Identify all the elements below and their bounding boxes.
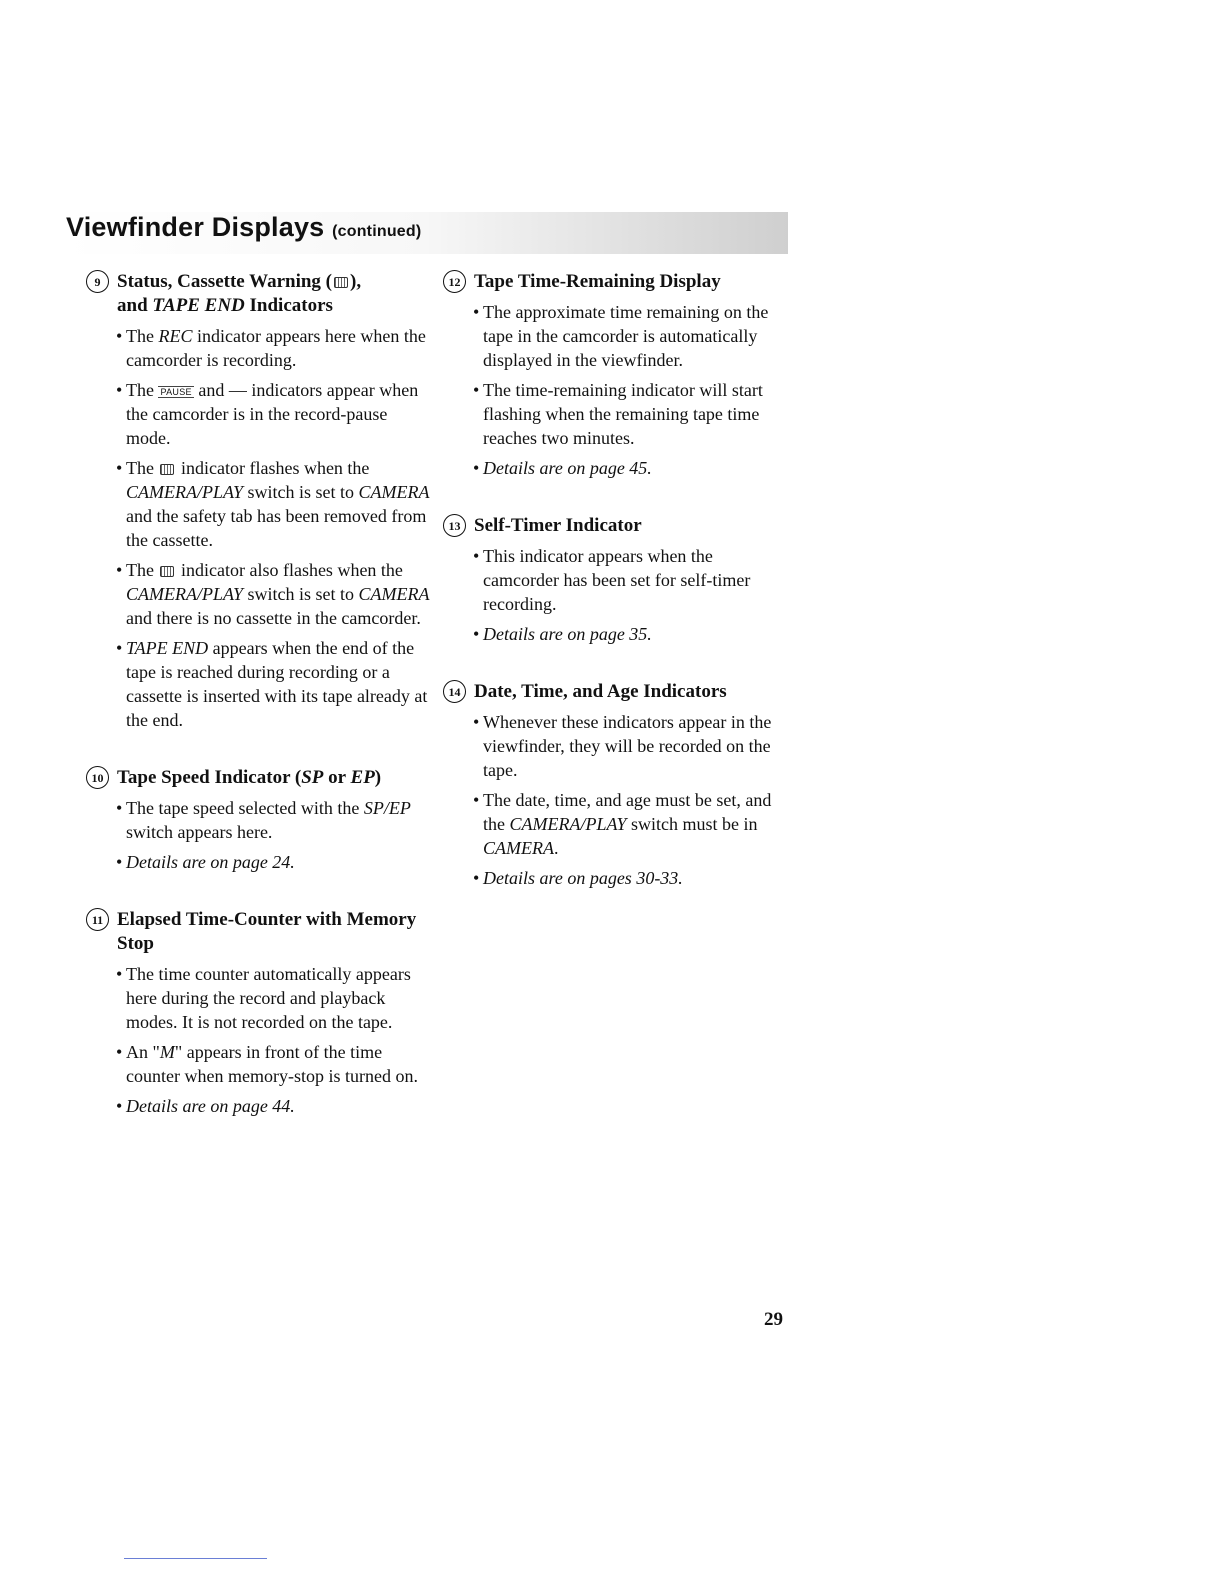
text: and — indicators appear when the camcorder is in the record-pause mode. bbox=[126, 380, 419, 448]
bullet-list bbox=[443, 710, 793, 890]
text: The bbox=[126, 380, 159, 400]
text: CAMERA/PLAY bbox=[126, 584, 243, 604]
section-number: 11 bbox=[86, 908, 109, 931]
heading-text: Tape Speed Indicator ( bbox=[117, 767, 302, 788]
section-number: 9 bbox=[86, 270, 109, 293]
text: and there is no cassette in the camcorder. bbox=[126, 608, 421, 628]
section-9 bbox=[86, 270, 436, 732]
list-item bbox=[116, 1094, 436, 1118]
list-item bbox=[116, 850, 436, 874]
text: and the safety tab has been removed from the cassette. bbox=[126, 506, 427, 550]
bullet-list bbox=[86, 324, 436, 732]
text: The time counter automatically appears here during the record and playback modes. It is not recorded on the tape. bbox=[126, 964, 411, 1032]
list-item bbox=[116, 558, 436, 630]
page-title bbox=[66, 212, 421, 243]
footer-rule bbox=[124, 1558, 267, 1559]
cassette-warning-icon bbox=[160, 464, 174, 475]
text: The bbox=[126, 326, 159, 346]
list-item bbox=[473, 544, 793, 616]
heading-text: EP bbox=[350, 767, 375, 788]
page-title-text: Viewfinder Displays bbox=[66, 212, 325, 242]
bullet-list bbox=[443, 300, 793, 480]
text: The time-remaining indicator will start flashing when the remaining tape time reaches two minutes. bbox=[483, 380, 763, 448]
heading-text: Elapsed Time-Counter with Memory Stop bbox=[117, 909, 417, 954]
list-item bbox=[473, 710, 793, 782]
heading-text: and bbox=[117, 295, 153, 316]
cassette-warning-icon bbox=[160, 566, 174, 577]
text: . bbox=[553, 838, 559, 858]
list-item bbox=[116, 378, 436, 450]
text: The tape speed selected with the bbox=[126, 798, 364, 818]
text: This indicator appears when the camcorder has been set for self-timer recording. bbox=[483, 546, 751, 614]
bullet-list bbox=[443, 544, 793, 646]
text: switch is set to bbox=[243, 482, 359, 502]
page-reference: Details are on page 24. bbox=[126, 852, 295, 872]
section-heading bbox=[86, 908, 436, 956]
section-12 bbox=[443, 270, 793, 480]
heading-text: Indicators bbox=[244, 295, 333, 316]
text: An " bbox=[126, 1042, 160, 1062]
section-11 bbox=[86, 908, 436, 1118]
section-number: 10 bbox=[86, 766, 109, 789]
list-item bbox=[116, 796, 436, 844]
page-reference: Details are on pages 30-33. bbox=[483, 868, 683, 888]
list-item bbox=[473, 788, 793, 860]
text: " appears in front of the time counter when memory-stop is turned on. bbox=[126, 1042, 418, 1086]
text: TAPE END bbox=[126, 638, 209, 658]
section-10 bbox=[86, 766, 436, 874]
list-item bbox=[116, 962, 436, 1034]
bullet-list bbox=[86, 796, 436, 874]
list-item bbox=[473, 378, 793, 450]
section-number: 13 bbox=[443, 514, 466, 537]
text: Whenever these indicators appear in the viewfinder, they will be recorded on the tape. bbox=[483, 712, 772, 780]
page-title-continued: (continued) bbox=[332, 223, 422, 240]
text: SP/EP bbox=[363, 798, 411, 818]
list-item bbox=[116, 456, 436, 552]
text: CAMERA/PLAY bbox=[509, 814, 627, 834]
heading-text: ) bbox=[374, 767, 382, 788]
text: M bbox=[159, 1042, 175, 1062]
section-13 bbox=[443, 514, 793, 646]
heading-text: Tape Time-Remaining Display bbox=[474, 271, 721, 292]
section-heading bbox=[86, 270, 436, 318]
text: indicator appears here when the camcorder is recording. bbox=[126, 326, 426, 370]
text: CAMERA bbox=[358, 482, 430, 502]
text: indicator also flashes when the bbox=[176, 560, 403, 580]
text: switch is set to bbox=[243, 584, 359, 604]
heading-text: or bbox=[323, 767, 351, 788]
heading-text: Status, Cassette Warning ( bbox=[117, 271, 332, 292]
left-column bbox=[86, 270, 436, 1152]
text: CAMERA/PLAY bbox=[126, 482, 243, 502]
section-heading bbox=[86, 766, 436, 790]
section-number: 14 bbox=[443, 680, 466, 703]
cassette-warning-icon bbox=[334, 277, 348, 288]
heading-text: TAPE END bbox=[152, 295, 245, 316]
text: switch appears here. bbox=[126, 822, 273, 842]
page-reference: Details are on page 35. bbox=[483, 624, 652, 644]
text: The approximate time remaining on the tape in the camcorder is automatically displayed in the viewfinder. bbox=[483, 302, 769, 370]
list-item bbox=[116, 636, 436, 732]
text: REC bbox=[158, 326, 193, 346]
section-heading bbox=[443, 514, 793, 538]
text: indicator flashes when the bbox=[176, 458, 370, 478]
pause-indicator-icon: PAUSE bbox=[160, 386, 192, 397]
right-column bbox=[443, 270, 793, 924]
list-item bbox=[473, 300, 793, 372]
section-number: 12 bbox=[443, 270, 466, 293]
list-item bbox=[473, 622, 793, 646]
text: The bbox=[126, 458, 159, 478]
section-heading bbox=[443, 270, 793, 294]
section-14 bbox=[443, 680, 793, 890]
page-reference: Details are on page 44. bbox=[126, 1096, 295, 1116]
bullet-list bbox=[86, 962, 436, 1118]
section-heading bbox=[443, 680, 793, 704]
page-reference: Details are on page 45. bbox=[483, 458, 652, 478]
text: The date, time, and age must be set, and the bbox=[483, 790, 772, 834]
list-item bbox=[116, 1040, 436, 1088]
list-item bbox=[473, 456, 793, 480]
page-number: 29 bbox=[764, 1309, 783, 1330]
list-item bbox=[473, 866, 793, 890]
text: appears when the end of the tape is reached during recording or a cassette is inserted with its tape already at the end. bbox=[126, 638, 428, 730]
list-item bbox=[116, 324, 436, 372]
heading-text: Date, Time, and Age Indicators bbox=[474, 681, 727, 702]
heading-text: SP bbox=[301, 767, 324, 788]
heading-text: ), bbox=[350, 271, 362, 292]
heading-text: Self-Timer Indicator bbox=[474, 515, 642, 536]
text: switch must be in bbox=[626, 814, 758, 834]
text: CAMERA bbox=[358, 584, 430, 604]
text: The bbox=[126, 560, 159, 580]
text: CAMERA bbox=[483, 838, 554, 858]
